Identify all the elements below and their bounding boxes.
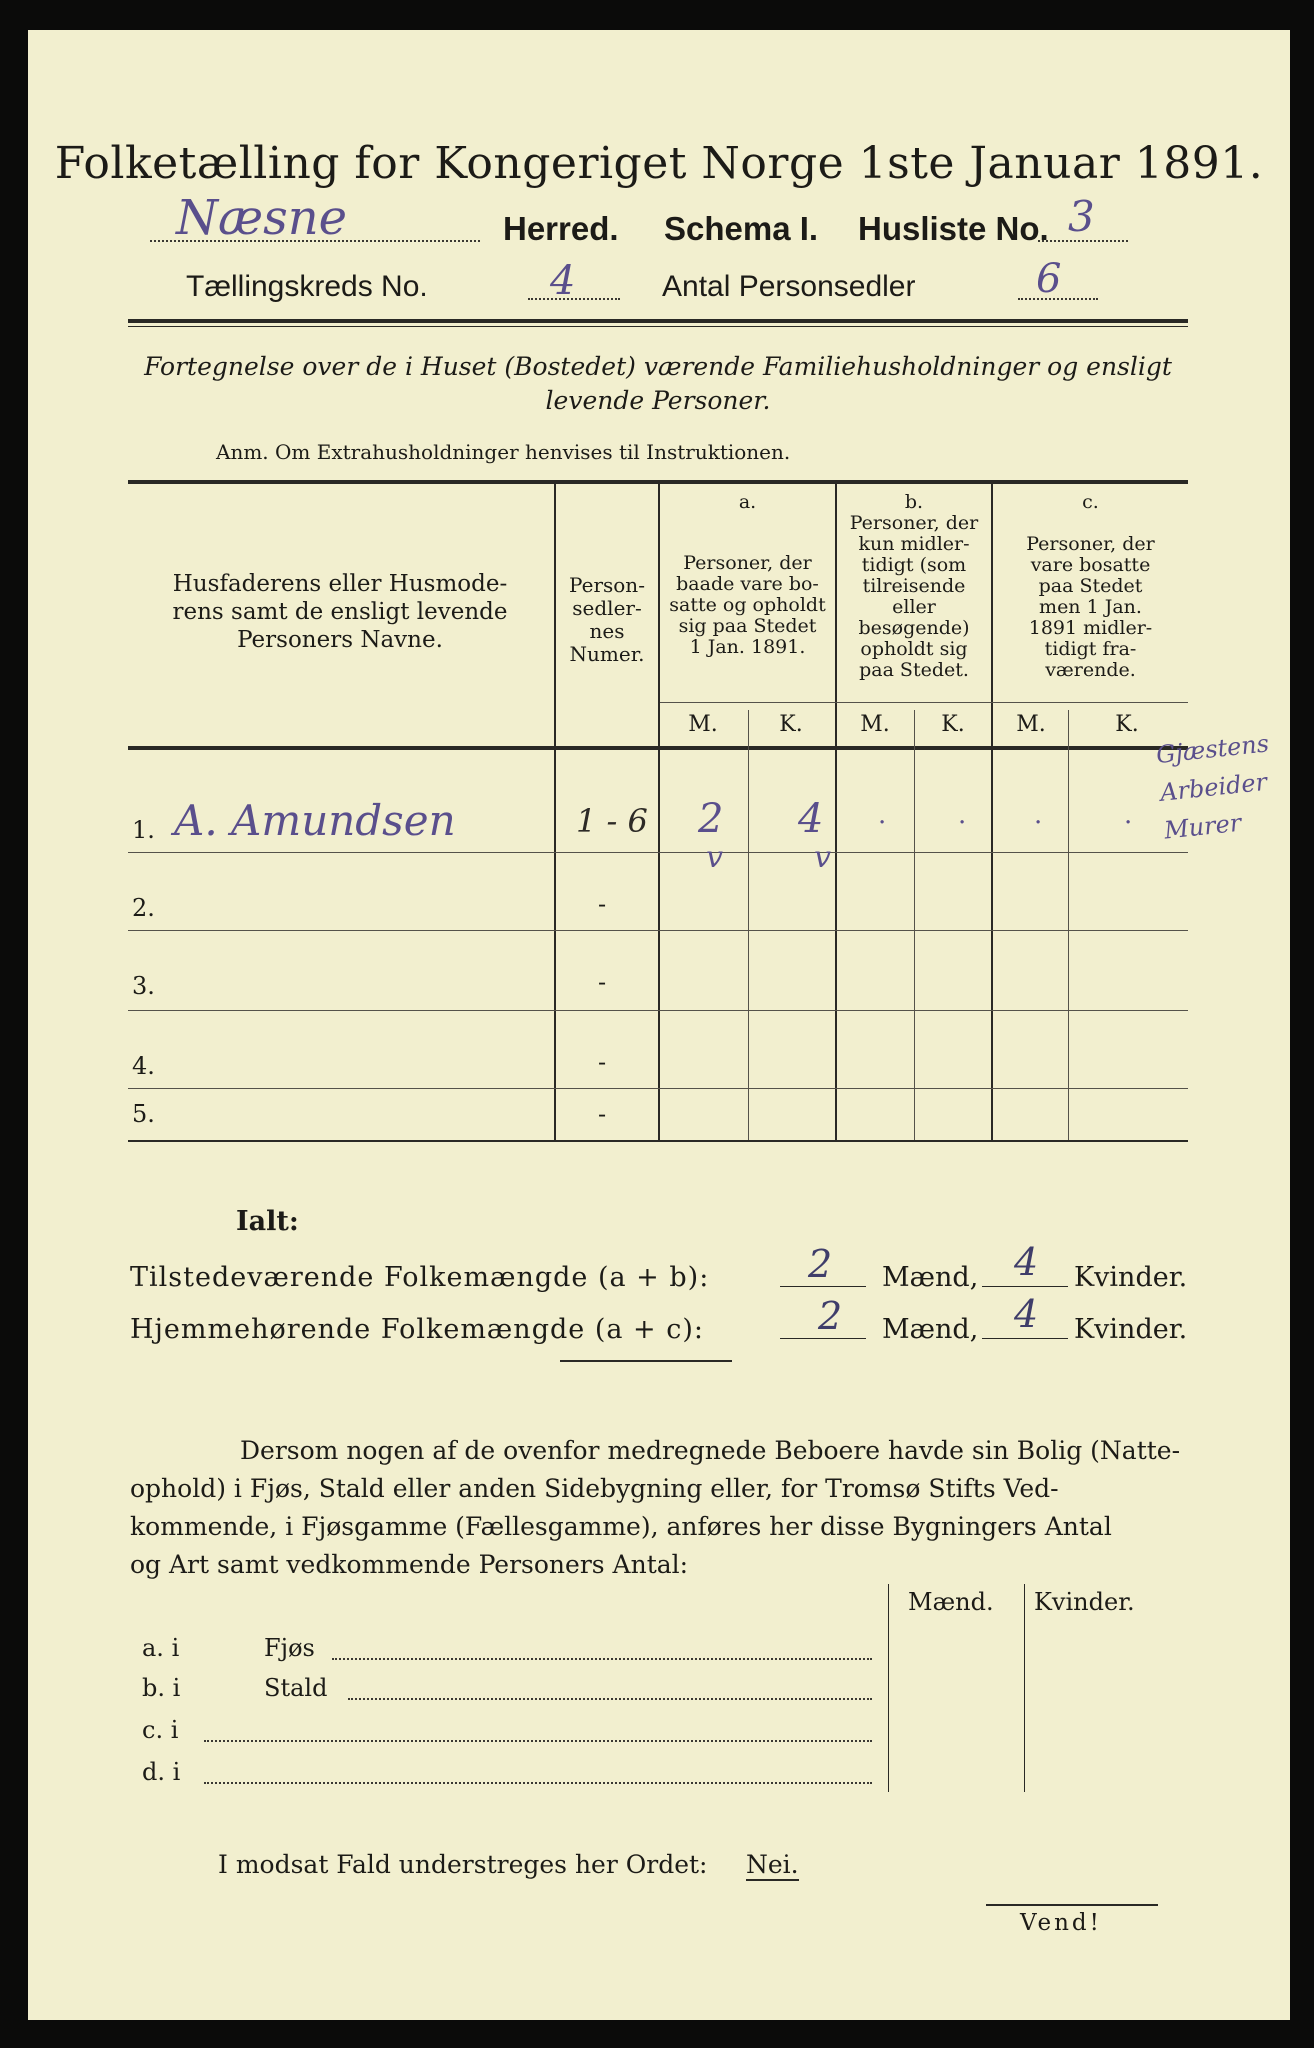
buildings-maend-header: Mænd. (908, 1588, 994, 1616)
building-label: Stald (264, 1674, 328, 1702)
row-c-m: · (1034, 808, 1043, 838)
col-num-header: Person- sedler- nes Numer. (569, 573, 645, 666)
b-m-label: M. (860, 712, 890, 737)
row-line-4 (128, 1088, 1188, 1089)
tilstede-kvinder-label: Kvinder. (1074, 1262, 1188, 1293)
herred-label: Herred. (503, 210, 619, 247)
tilstede-label: Tilstedeværende Folkemængde (a + b): (130, 1262, 710, 1293)
buildings-kvinder-header: Kvinder. (1034, 1588, 1135, 1616)
tilstede-maend-line (780, 1286, 866, 1287)
row-number: 4. (132, 1052, 155, 1080)
hjemme-maend-line (780, 1338, 866, 1339)
a-k-label: K. (779, 712, 803, 737)
row-number: 2. (132, 894, 155, 922)
col-name-header: Husfaderens eller Husmode- rens samt de ensligt levende Personers Navne. (172, 571, 508, 653)
hjemme-kvinder-line (982, 1338, 1068, 1339)
anm-note: Anm. Om Extrahusholdninger henvises til Instruktionen. (216, 440, 791, 464)
check-mark-icon: v (814, 840, 831, 875)
row-sedler: 1 - 6 (576, 802, 648, 840)
hjemme-maend-label: Mænd, (882, 1314, 979, 1345)
row-line-2 (128, 930, 1188, 931)
header-rule-thick (128, 319, 1188, 323)
nei-word: Nei. (746, 1850, 799, 1879)
mk-header-line (660, 702, 1188, 703)
table-bottom-rule (128, 1140, 1188, 1142)
col-c-header: c. Personer, der vare bosatte paa Stedet men 1 Jan. 1891 midler- tidigt fra- værende. (1026, 491, 1155, 681)
margin-note: Gjæstens Arbeider Murer (1154, 729, 1271, 845)
husliste-label: Husliste No. (858, 210, 1049, 247)
tilstede-kvinder-line (982, 1286, 1068, 1287)
row-line-1 (128, 852, 1188, 853)
hjemme-label: Hjemmehørende Folkemængde (a + c): (130, 1314, 704, 1345)
c-k-label: K. (1115, 712, 1139, 737)
b-k-label: K. (941, 712, 965, 737)
vend-text: Vend! (1020, 1910, 1102, 1936)
tilstede-maend: 2 (808, 1242, 833, 1286)
kreds-value: 4 (550, 258, 576, 304)
row-line-3 (128, 1010, 1188, 1011)
building-label: Fjøs (264, 1634, 315, 1662)
row-c-k: · (1124, 808, 1133, 838)
tilstede-maend-label: Mænd, (882, 1262, 979, 1293)
subdiv-a (748, 710, 749, 1140)
row-number: 1. (132, 816, 155, 844)
hjemme-kvinder: 4 (1014, 1292, 1039, 1336)
form-title: Folketælling for Kongeriget Norge 1ste Januar 1891. (54, 138, 1264, 189)
ialt-label: Ialt: (236, 1206, 299, 1237)
building-dotline (332, 1658, 872, 1660)
building-dotline (348, 1698, 872, 1700)
subdiv-c (1068, 710, 1069, 1140)
subdiv-b (914, 710, 915, 1140)
c-m-label: M. (1016, 712, 1046, 737)
hjemme-kvinder-label: Kvinder. (1074, 1314, 1188, 1345)
schema-label: Schema I. (664, 210, 819, 247)
a-m-label: M. (688, 712, 718, 737)
row-number: 5. (132, 1100, 155, 1128)
col-b-header: b. Personer, der kun midler- tidigt (som tilreisende eller besøgende) opholdt sig paa Stedet. (849, 491, 979, 681)
check-mark-icon: v (706, 840, 723, 875)
building-key: c. i (142, 1716, 179, 1744)
row-sedler: - (598, 968, 607, 996)
intro-line-2: levende Personer. (545, 386, 771, 415)
personsedler-label: Antal Personsedler (662, 270, 916, 303)
row-b-k: · (958, 808, 967, 838)
row-sedler: - (598, 890, 607, 918)
buildings-col-line-1 (888, 1584, 889, 1792)
vend-rule (986, 1904, 1158, 1906)
herred-value: Næsne (176, 190, 348, 246)
hjemme-maend: 2 (818, 1294, 843, 1338)
row-sedler: - (598, 1100, 607, 1128)
building-dotline (204, 1782, 872, 1784)
buildings-paragraph: Dersom nogen af de ovenfor medregnede Beboere havde sin Bolig (Natte- ophold) i Fjøs, Stald eller anden Sidebygning eller, for Tromsø Stifts Ved- kommende, i Fjøsgamme (Fællesgamme), anføres her disse Bygningers Antal og Art samt vedkommende Personers Antal: (130, 1436, 1181, 1579)
row-name: A. Amundsen (174, 796, 456, 845)
building-key: d. i (142, 1758, 181, 1786)
tilstede-kvinder: 4 (1014, 1240, 1039, 1284)
col-a-header: a. Personer, der baade vare bo- satte og opholdt sig paa Stedet 1 Jan. 1891. (669, 491, 826, 658)
row-a-m: 2 (698, 796, 724, 842)
personsedler-value: 6 (1036, 256, 1062, 302)
census-form-sheet (28, 30, 1290, 2020)
section-divider (560, 1360, 732, 1362)
building-dotline (204, 1740, 872, 1742)
buildings-col-line-2 (1024, 1584, 1025, 1792)
building-key: b. i (142, 1674, 181, 1702)
header-rule-thin (128, 326, 1188, 327)
modsat-text: I modsat Fald understreges her Ordet: (218, 1850, 708, 1879)
kreds-label: Tællingskreds No. (186, 270, 428, 303)
husliste-value: 3 (1068, 192, 1095, 241)
building-key: a. i (142, 1634, 180, 1662)
row-sedler: - (598, 1048, 607, 1076)
intro-line-1: Fortegnelse over de i Huset (Bostedet) værende Familiehusholdninger og ensligt (144, 352, 1172, 381)
row-a-k: 4 (798, 796, 824, 842)
row-number: 3. (132, 972, 155, 1000)
row-b-m: · (878, 808, 887, 838)
